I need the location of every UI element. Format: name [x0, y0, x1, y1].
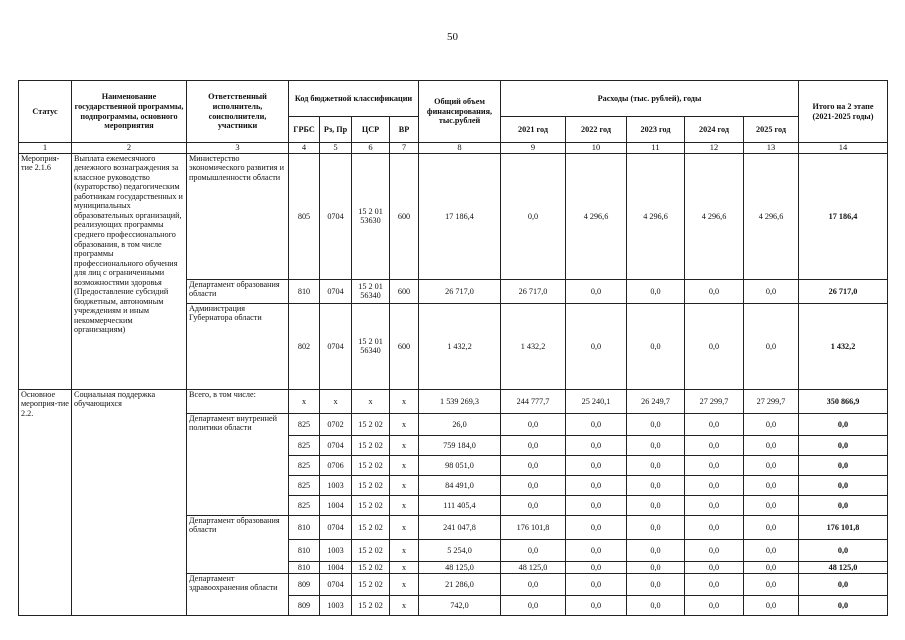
cell-vr: x: [390, 475, 419, 495]
cell-2025: 0,0: [744, 455, 799, 475]
cell-vr: x: [390, 435, 419, 455]
cell-itog: 0,0: [799, 413, 888, 435]
col-number: 9: [501, 143, 566, 154]
cell-grbs: 805: [289, 153, 320, 279]
cell-2023: 0,0: [627, 475, 685, 495]
row-executor: Министерство экономического развития и промышленности области: [187, 153, 289, 279]
cell-vr: x: [390, 389, 419, 413]
cell-vr: x: [390, 561, 419, 573]
cell-csr: 15 2 02: [352, 413, 390, 435]
col-number: 6: [352, 143, 390, 154]
cell-2025: 0,0: [744, 435, 799, 455]
cell-total: 26 717,0: [419, 279, 501, 303]
cell-2021: 0,0: [501, 435, 566, 455]
cell-vr: x: [390, 413, 419, 435]
cell-rzpr: 0704: [320, 153, 352, 279]
col-number: 2: [72, 143, 187, 154]
cell-grbs: 802: [289, 303, 320, 389]
cell-vr: 600: [390, 303, 419, 389]
header-2023: 2023 год: [627, 117, 685, 143]
cell-itog: 350 866,9: [799, 389, 888, 413]
cell-total: 742,0: [419, 595, 501, 615]
header-expenses: Расходы (тыс. рублей), годы: [501, 81, 799, 117]
cell-2021: 0,0: [501, 595, 566, 615]
table-row: [19, 389, 888, 413]
header-name: Наименование государственной программы, подпрограммы, основного мероприятия: [72, 81, 187, 143]
cell-2024: 0,0: [685, 515, 744, 539]
header-grbs: ГРБС: [289, 117, 320, 143]
cell-2025: 0,0: [744, 561, 799, 573]
cell-csr: 15 2 02: [352, 573, 390, 595]
cell-total: 26,0: [419, 413, 501, 435]
cell-total: 759 184,0: [419, 435, 501, 455]
cell-vr: x: [390, 573, 419, 595]
cell-2025: 0,0: [744, 495, 799, 515]
row-name: Социальная поддержка обучающихся: [72, 389, 187, 615]
header-executor: Ответственный исполнитель, соисполнители, участники: [187, 81, 289, 143]
header-status: Статус: [19, 81, 72, 143]
col-number: 1: [19, 143, 72, 154]
header-itog: Итого на 2 этапе (2021-2025 годы): [799, 81, 888, 143]
cell-2025: 0,0: [744, 279, 799, 303]
cell-rzpr: 1003: [320, 539, 352, 561]
cell-grbs: 825: [289, 413, 320, 435]
cell-csr: 15 2 01 53630: [352, 153, 390, 279]
cell-vr: x: [390, 495, 419, 515]
cell-total: 48 125,0: [419, 561, 501, 573]
cell-rzpr: 1003: [320, 475, 352, 495]
row-executor: Департамент внутренней политики области: [187, 413, 289, 515]
cell-vr: x: [390, 455, 419, 475]
cell-itog: 26 717,0: [799, 279, 888, 303]
cell-2022: 0,0: [566, 413, 627, 435]
header-2021: 2021 год: [501, 117, 566, 143]
cell-2022: 0,0: [566, 279, 627, 303]
cell-2024: 0,0: [685, 475, 744, 495]
cell-total: 1 539 269,3: [419, 389, 501, 413]
cell-rzpr: 1003: [320, 595, 352, 615]
cell-2024: 27 299,7: [685, 389, 744, 413]
cell-2023: 0,0: [627, 561, 685, 573]
cell-csr: 15 2 01 56340: [352, 303, 390, 389]
table-row: [19, 153, 888, 279]
header-2025: 2025 год: [744, 117, 799, 143]
cell-itog: 176 101,8: [799, 515, 888, 539]
cell-2023: 0,0: [627, 279, 685, 303]
cell-2025: 0,0: [744, 595, 799, 615]
cell-2024: 0,0: [685, 539, 744, 561]
cell-2022: 0,0: [566, 515, 627, 539]
cell-itog: 0,0: [799, 539, 888, 561]
cell-rzpr: 0704: [320, 573, 352, 595]
cell-2023: 0,0: [627, 515, 685, 539]
cell-itog: 0,0: [799, 495, 888, 515]
cell-csr: 15 2 02: [352, 561, 390, 573]
cell-rzpr: 0704: [320, 303, 352, 389]
cell-2024: 0,0: [685, 595, 744, 615]
cell-2021: 0,0: [501, 539, 566, 561]
cell-vr: x: [390, 595, 419, 615]
cell-2025: 0,0: [744, 515, 799, 539]
column-number-row: [19, 143, 888, 154]
cell-2023: 26 249,7: [627, 389, 685, 413]
cell-2021: 0,0: [501, 413, 566, 435]
cell-2022: 25 240,1: [566, 389, 627, 413]
cell-itog: 0,0: [799, 595, 888, 615]
cell-2025: 0,0: [744, 413, 799, 435]
cell-2024: 0,0: [685, 435, 744, 455]
cell-csr: 15 2 02: [352, 539, 390, 561]
cell-grbs: 810: [289, 561, 320, 573]
header-row-1: [19, 81, 888, 117]
cell-2023: 0,0: [627, 435, 685, 455]
cell-2022: 0,0: [566, 475, 627, 495]
cell-csr: 15 2 02: [352, 455, 390, 475]
cell-2022: 4 296,6: [566, 153, 627, 279]
cell-2024: 0,0: [685, 561, 744, 573]
col-number: 7: [390, 143, 419, 154]
cell-grbs: x: [289, 389, 320, 413]
cell-total: 21 286,0: [419, 573, 501, 595]
cell-2021: 0,0: [501, 495, 566, 515]
cell-2025: 0,0: [744, 539, 799, 561]
row-executor: Департамент образования области: [187, 515, 289, 573]
cell-total: 17 186,4: [419, 153, 501, 279]
cell-2022: 0,0: [566, 595, 627, 615]
cell-2021: 176 101,8: [501, 515, 566, 539]
cell-itog: 17 186,4: [799, 153, 888, 279]
col-number: 3: [187, 143, 289, 154]
cell-2023: 4 296,6: [627, 153, 685, 279]
col-number: 12: [685, 143, 744, 154]
col-number: 13: [744, 143, 799, 154]
cell-2023: 0,0: [627, 539, 685, 561]
header-2024: 2024 год: [685, 117, 744, 143]
cell-2025: 4 296,6: [744, 153, 799, 279]
cell-total: 5 254,0: [419, 539, 501, 561]
cell-itog: 48 125,0: [799, 561, 888, 573]
cell-2024: 0,0: [685, 495, 744, 515]
cell-rzpr: 1004: [320, 561, 352, 573]
col-number: 14: [799, 143, 888, 154]
cell-2025: 0,0: [744, 303, 799, 389]
header-total: Общий объем финансирования, тыс.рублей: [419, 81, 501, 143]
cell-vr: x: [390, 515, 419, 539]
cell-grbs: 809: [289, 573, 320, 595]
cell-csr: 15 2 02: [352, 495, 390, 515]
cell-2022: 0,0: [566, 435, 627, 455]
cell-2022: 0,0: [566, 539, 627, 561]
col-number: 8: [419, 143, 501, 154]
row-executor: Департамент здравоохранения области: [187, 573, 289, 615]
cell-rzpr: 1004: [320, 495, 352, 515]
cell-itog: 0,0: [799, 475, 888, 495]
cell-2023: 0,0: [627, 595, 685, 615]
row-executor: Администрация Губернатора области: [187, 303, 289, 389]
header-2022: 2022 год: [566, 117, 627, 143]
cell-rzpr: x: [320, 389, 352, 413]
cell-vr: 600: [390, 279, 419, 303]
cell-grbs: 825: [289, 435, 320, 455]
cell-itog: 0,0: [799, 573, 888, 595]
cell-total: 84 491,0: [419, 475, 501, 495]
cell-grbs: 809: [289, 595, 320, 615]
cell-itog: 0,0: [799, 455, 888, 475]
cell-grbs: 825: [289, 475, 320, 495]
col-number: 10: [566, 143, 627, 154]
cell-2024: 0,0: [685, 455, 744, 475]
cell-rzpr: 0704: [320, 435, 352, 455]
row-status: Мероприя-тие 2.1.6: [19, 153, 72, 389]
cell-csr: 15 2 02: [352, 595, 390, 615]
cell-grbs: 810: [289, 515, 320, 539]
col-number: 5: [320, 143, 352, 154]
cell-2022: 0,0: [566, 455, 627, 475]
cell-csr: 15 2 01 56340: [352, 279, 390, 303]
cell-rzpr: 0704: [320, 279, 352, 303]
cell-2025: 0,0: [744, 573, 799, 595]
header-rzpr: Рз, Пр: [320, 117, 352, 143]
cell-itog: 0,0: [799, 435, 888, 455]
cell-csr: 15 2 02: [352, 515, 390, 539]
cell-2023: 0,0: [627, 573, 685, 595]
cell-2022: 0,0: [566, 573, 627, 595]
col-number: 11: [627, 143, 685, 154]
cell-total: 1 432,2: [419, 303, 501, 389]
cell-total: 98 051,0: [419, 455, 501, 475]
cell-2021: 0,0: [501, 573, 566, 595]
cell-vr: 600: [390, 153, 419, 279]
budget-table: [18, 80, 888, 616]
cell-2024: 0,0: [685, 413, 744, 435]
header-budget-code: Код бюджетной классификации: [289, 81, 419, 117]
cell-grbs: 825: [289, 495, 320, 515]
cell-total: 241 047,8: [419, 515, 501, 539]
cell-rzpr: 0702: [320, 413, 352, 435]
col-number: 4: [289, 143, 320, 154]
cell-grbs: 825: [289, 455, 320, 475]
cell-2021: 0,0: [501, 475, 566, 495]
cell-2023: 0,0: [627, 413, 685, 435]
cell-2024: 0,0: [685, 303, 744, 389]
row-executor: Всего, в том числе:: [187, 389, 289, 413]
cell-2024: 4 296,6: [685, 153, 744, 279]
cell-2023: 0,0: [627, 303, 685, 389]
cell-2022: 0,0: [566, 495, 627, 515]
cell-2025: 0,0: [744, 475, 799, 495]
cell-csr: 15 2 02: [352, 475, 390, 495]
cell-2021: 26 717,0: [501, 279, 566, 303]
cell-2021: 0,0: [501, 153, 566, 279]
cell-2021: 1 432,2: [501, 303, 566, 389]
cell-2023: 0,0: [627, 495, 685, 515]
cell-itog: 1 432,2: [799, 303, 888, 389]
page-number: 50: [447, 31, 458, 43]
cell-csr: 15 2 02: [352, 435, 390, 455]
cell-rzpr: 0706: [320, 455, 352, 475]
cell-2024: 0,0: [685, 573, 744, 595]
header-csr: ЦСР: [352, 117, 390, 143]
cell-total: 111 405,4: [419, 495, 501, 515]
cell-2021: 244 777,7: [501, 389, 566, 413]
cell-csr: x: [352, 389, 390, 413]
cell-2022: 0,0: [566, 561, 627, 573]
row-status: Основное мероприя-тие 2.2.: [19, 389, 72, 615]
cell-rzpr: 0704: [320, 515, 352, 539]
cell-2021: 48 125,0: [501, 561, 566, 573]
cell-grbs: 810: [289, 279, 320, 303]
cell-2021: 0,0: [501, 455, 566, 475]
cell-2024: 0,0: [685, 279, 744, 303]
cell-grbs: 810: [289, 539, 320, 561]
cell-2025: 27 299,7: [744, 389, 799, 413]
cell-vr: x: [390, 539, 419, 561]
row-name: Выплата ежемесячного денежного вознаграждения за классное руководство (кураторство) педагогическим работникам государственных и муниципальных образовательных организаций, реализующих программы среднего профессионального образования, в том числе программы профессионального обучения для лиц с ограниченными возможностями здоровья (Предоставление субсидий бюджетным, автономным учреждениям и иным некоммерческим организациям): [72, 153, 187, 389]
header-vr: ВР: [390, 117, 419, 143]
cell-2023: 0,0: [627, 455, 685, 475]
row-executor: Департамент образования области: [187, 279, 289, 303]
cell-2022: 0,0: [566, 303, 627, 389]
